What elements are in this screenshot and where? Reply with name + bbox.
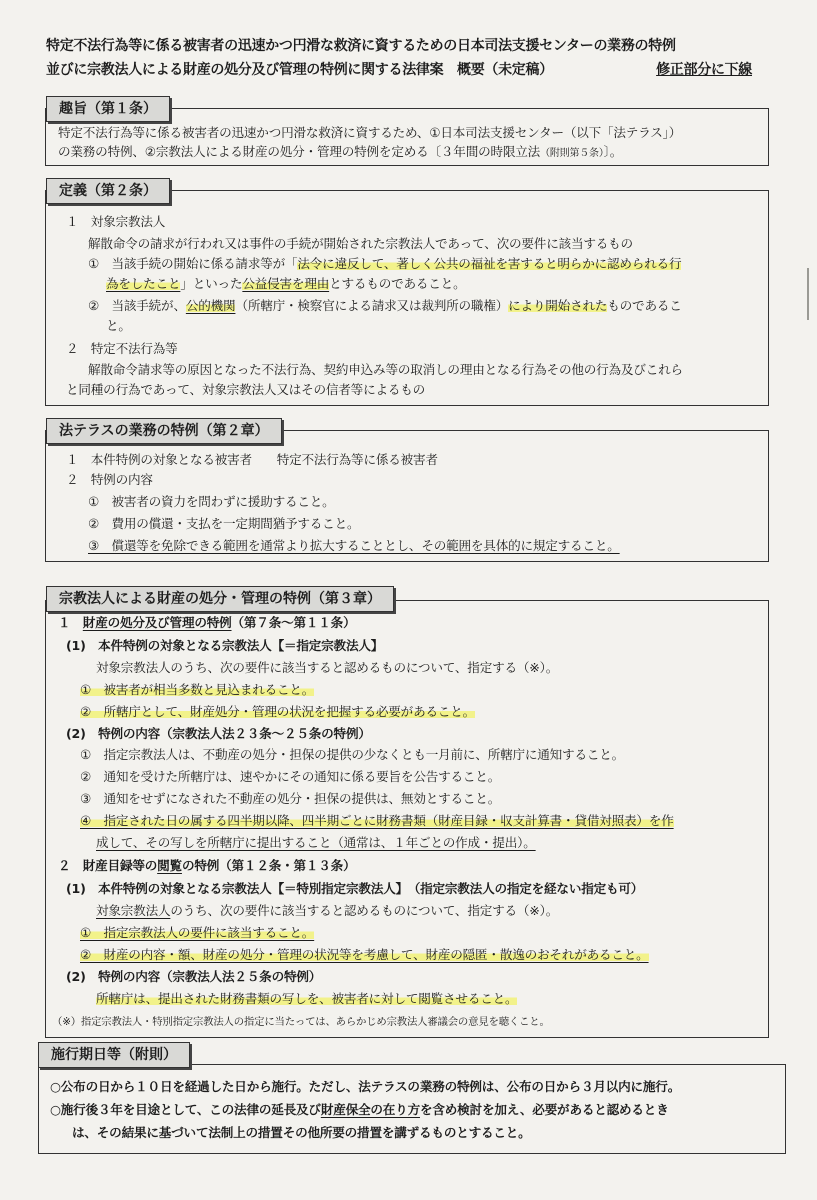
def-cond-1-line-2 <box>106 275 465 293</box>
title-line-2: 並びに宗教法人による財産の処分及び管理の特例に関する法律案 概要（未定稿） <box>46 62 553 78</box>
paper-edge-mark <box>807 268 809 320</box>
prop-sub-3-desc-text: のうち、次の要件に該当すると認めるものについて、指定する（※）。 <box>170 903 559 918</box>
def-cond-1-highlight-2: 為をしたこと <box>106 276 181 291</box>
definition-label: 定義（第２条） <box>46 178 170 204</box>
houterasu-line-2: ２ 特例の内容 <box>66 472 153 487</box>
prop-sub-3-item-1 <box>80 924 314 942</box>
prop-sub-3-item-1-text: ① 指定宗教法人の要件に該当すること。 <box>80 925 315 940</box>
prop-heading-1 <box>58 614 355 632</box>
effective-line-2 <box>50 1101 669 1119</box>
def-item-2-heading: ２ 特定不法行為等 <box>66 341 178 356</box>
def-cond-1-highlight-3: 公益侵害を理由 <box>242 276 330 291</box>
def-cond-1-mid: 」といった <box>180 276 243 291</box>
prop-heading-2-text: ２ 財産目録等の <box>58 858 158 873</box>
purpose-line-1: 特定不法行為等に係る被害者の迅速かつ円滑な救済に資するため、①日本司法支援センター（以下「法テラス」） <box>58 125 682 140</box>
prop-sub-4-desc <box>96 990 517 1008</box>
prop-sub-2-item-4-text: ④ 指定された日の属する四半期以降、四半期ごとに財務書類（財産目録・収支計算書・貸借対照表）を作 <box>80 813 674 828</box>
purpose-line-2 <box>58 143 622 163</box>
prop-heading-1-num: １ <box>58 615 83 630</box>
prop-sub-2-item-3: ③ 通知をせずになされた不動産の処分・担保の提供は、無効とすること。 <box>80 791 501 806</box>
prop-sub-2-item-4-line-1 <box>80 812 674 830</box>
def-cond-2-highlight: 公的機関 <box>185 298 236 313</box>
prop-sub-2: (2) 特例の内容（宗教法人法２３条～２５条の特例） <box>66 726 371 741</box>
purpose-end: 〕。 <box>603 144 623 159</box>
prop-sub-3-item-2 <box>80 946 649 964</box>
purpose-small-note: （附則第５条） <box>540 148 604 159</box>
def-cond-1-text: ① 当該手続の開始に係る請求等が「 <box>88 256 298 271</box>
prop-sub-4: (2) 特例の内容（宗教法人法２５条の特例） <box>66 969 322 984</box>
prop-sub-2-item-4-line-2: 成して、その写しを所轄庁に提出すること（通常は、１年ごとの作成・提出）。 <box>96 835 536 850</box>
prop-sub-1-item-1-text: ① 被害者が相当多数と見込まれること。 <box>80 682 315 697</box>
prop-footnote: （※）指定宗教法人・特別指定宗教法人の指定に当たっては、あらかじめ宗教法人審議会の意見を聴くこと。 <box>52 1016 550 1028</box>
prop-sub-3-item-2-text: ② 財産の内容・額、財産の処分・管理の状況等を考慮して、財産の隠匿・散逸のおそれがあること。 <box>80 947 649 962</box>
prop-sub-3-desc-underlined: 対象宗教法人 <box>96 903 171 918</box>
prop-heading-1-articles: （第７条～第１１条） <box>231 615 356 630</box>
title-line-1: 特定不法行為等に係る被害者の迅速かつ円滑な救済に資するための日本司法支援センターの業務の特例 <box>46 38 676 54</box>
def-item-1-heading: １ 対象宗教法人 <box>66 214 166 229</box>
effective-line-1: ○公布の日から１０日を経過した日から施行。ただし、法テラスの業務の特例は、公布の日から３月以内に施行。 <box>50 1079 681 1094</box>
def-cond-2-highlight-2: により開始された <box>508 298 608 313</box>
effective-date-label: 施行期日等（附則） <box>38 1042 190 1068</box>
purpose-text: の業務の特例、②宗教法人による財産の処分・管理の特例を定める〔３年間の時限立法 <box>58 144 541 159</box>
prop-sub-1-item-1 <box>80 681 314 699</box>
effective-line-3: は、その結果に基づいて法制上の措置その他所要の措置を講ずるものとすること。 <box>72 1125 531 1140</box>
prop-heading-2-underlined: 閲覧 <box>157 858 182 873</box>
def-item-2-line-2: と同種の行為であって、対象宗教法人又はその信者等によるもの <box>66 382 426 397</box>
effective-line-2-text: ○施行後３年を目途として、この法律の延長及び <box>50 1102 321 1117</box>
houterasu-item-3: ③ 償還等を免除できる範囲を通常より拡大することとし、その範囲を具体的に規定すること。 <box>88 538 620 553</box>
def-item-2-line-1: 解散命令請求等の原因となった不法行為、契約申込み等の取消しの理由となる行為その他の行為及びこれら <box>88 362 683 377</box>
prop-heading-2 <box>58 857 355 875</box>
prop-sub-2-item-2: ② 通知を受けた所轄庁は、速やかにその通知に係る要旨を公告すること。 <box>80 769 501 784</box>
prop-sub-1-item-2 <box>80 703 475 721</box>
def-item-1-desc: 解散命令の請求が行われ又は事件の手続が開始された宗教法人であって、次の要件に該当するもの <box>88 236 633 251</box>
def-cond-1-highlight: 法令に違反して、著しく公共の福祉を害すると明らかに認められる行 <box>297 256 682 271</box>
prop-sub-3: (1) 本件特例の対象となる宗教法人【＝特別指定宗教法人】 （指定宗教法人の指定を経ない指定も可） <box>66 881 644 896</box>
prop-sub-3-desc <box>96 902 558 920</box>
def-cond-1-end: とするものであること。 <box>329 276 466 291</box>
houterasu-label: 法テラスの業務の特例（第２章） <box>46 418 282 444</box>
prop-sub-4-desc-text: 所轄庁は、提出された財務書類の写しを、被害者に対して閲覧させること。 <box>96 991 518 1006</box>
def-cond-1-line-1 <box>88 255 681 273</box>
prop-heading-1-underlined: 財産の処分及び管理の特例 <box>82 615 232 630</box>
def-cond-2-mid: （所轄庁・検察官による請求又は裁判所の職権） <box>235 298 509 313</box>
houterasu-line-1: １ 本件特例の対象となる被害者 特定不法行為等に係る被害者 <box>66 452 438 467</box>
purpose-label: 趣旨（第１条） <box>46 96 170 122</box>
prop-sub-1: (1) 本件特例の対象となる宗教法人【＝指定宗教法人】 <box>66 638 384 653</box>
houterasu-item-1: ① 被害者の資力を問わずに援助すること。 <box>88 494 335 509</box>
def-cond-2-line-2: と。 <box>106 318 131 333</box>
revision-note: 修正部分に下線 <box>656 62 752 78</box>
prop-sub-1-desc: 対象宗教法人のうち、次の要件に該当すると認めるものについて、指定する（※）。 <box>96 660 559 675</box>
houterasu-item-2: ② 費用の償還・支払を一定期間猶予すること。 <box>88 516 360 531</box>
document-title <box>46 34 786 82</box>
def-cond-2-text: ② 当該手続が、 <box>88 298 186 313</box>
def-cond-2-end: ものであるこ <box>607 298 682 313</box>
prop-sub-2-item-1: ① 指定宗教法人は、不動産の処分・担保の提供の少なくとも一月前に、所轄庁に通知すること。 <box>80 747 625 762</box>
effective-line-2-end: を含め検討を加え、必要があると認めるとき <box>419 1102 669 1117</box>
effective-line-2-underlined: 財産保全の在り方 <box>320 1102 420 1117</box>
property-label: 宗教法人による財産の処分・管理の特例（第３章） <box>46 586 394 612</box>
def-cond-2-line-1 <box>88 297 682 315</box>
prop-sub-1-item-2-text: ② 所轄庁として、財産処分・管理の状況を把握する必要があること。 <box>80 704 476 719</box>
prop-heading-2-articles: の特例（第１２条・第１３条） <box>181 858 356 873</box>
